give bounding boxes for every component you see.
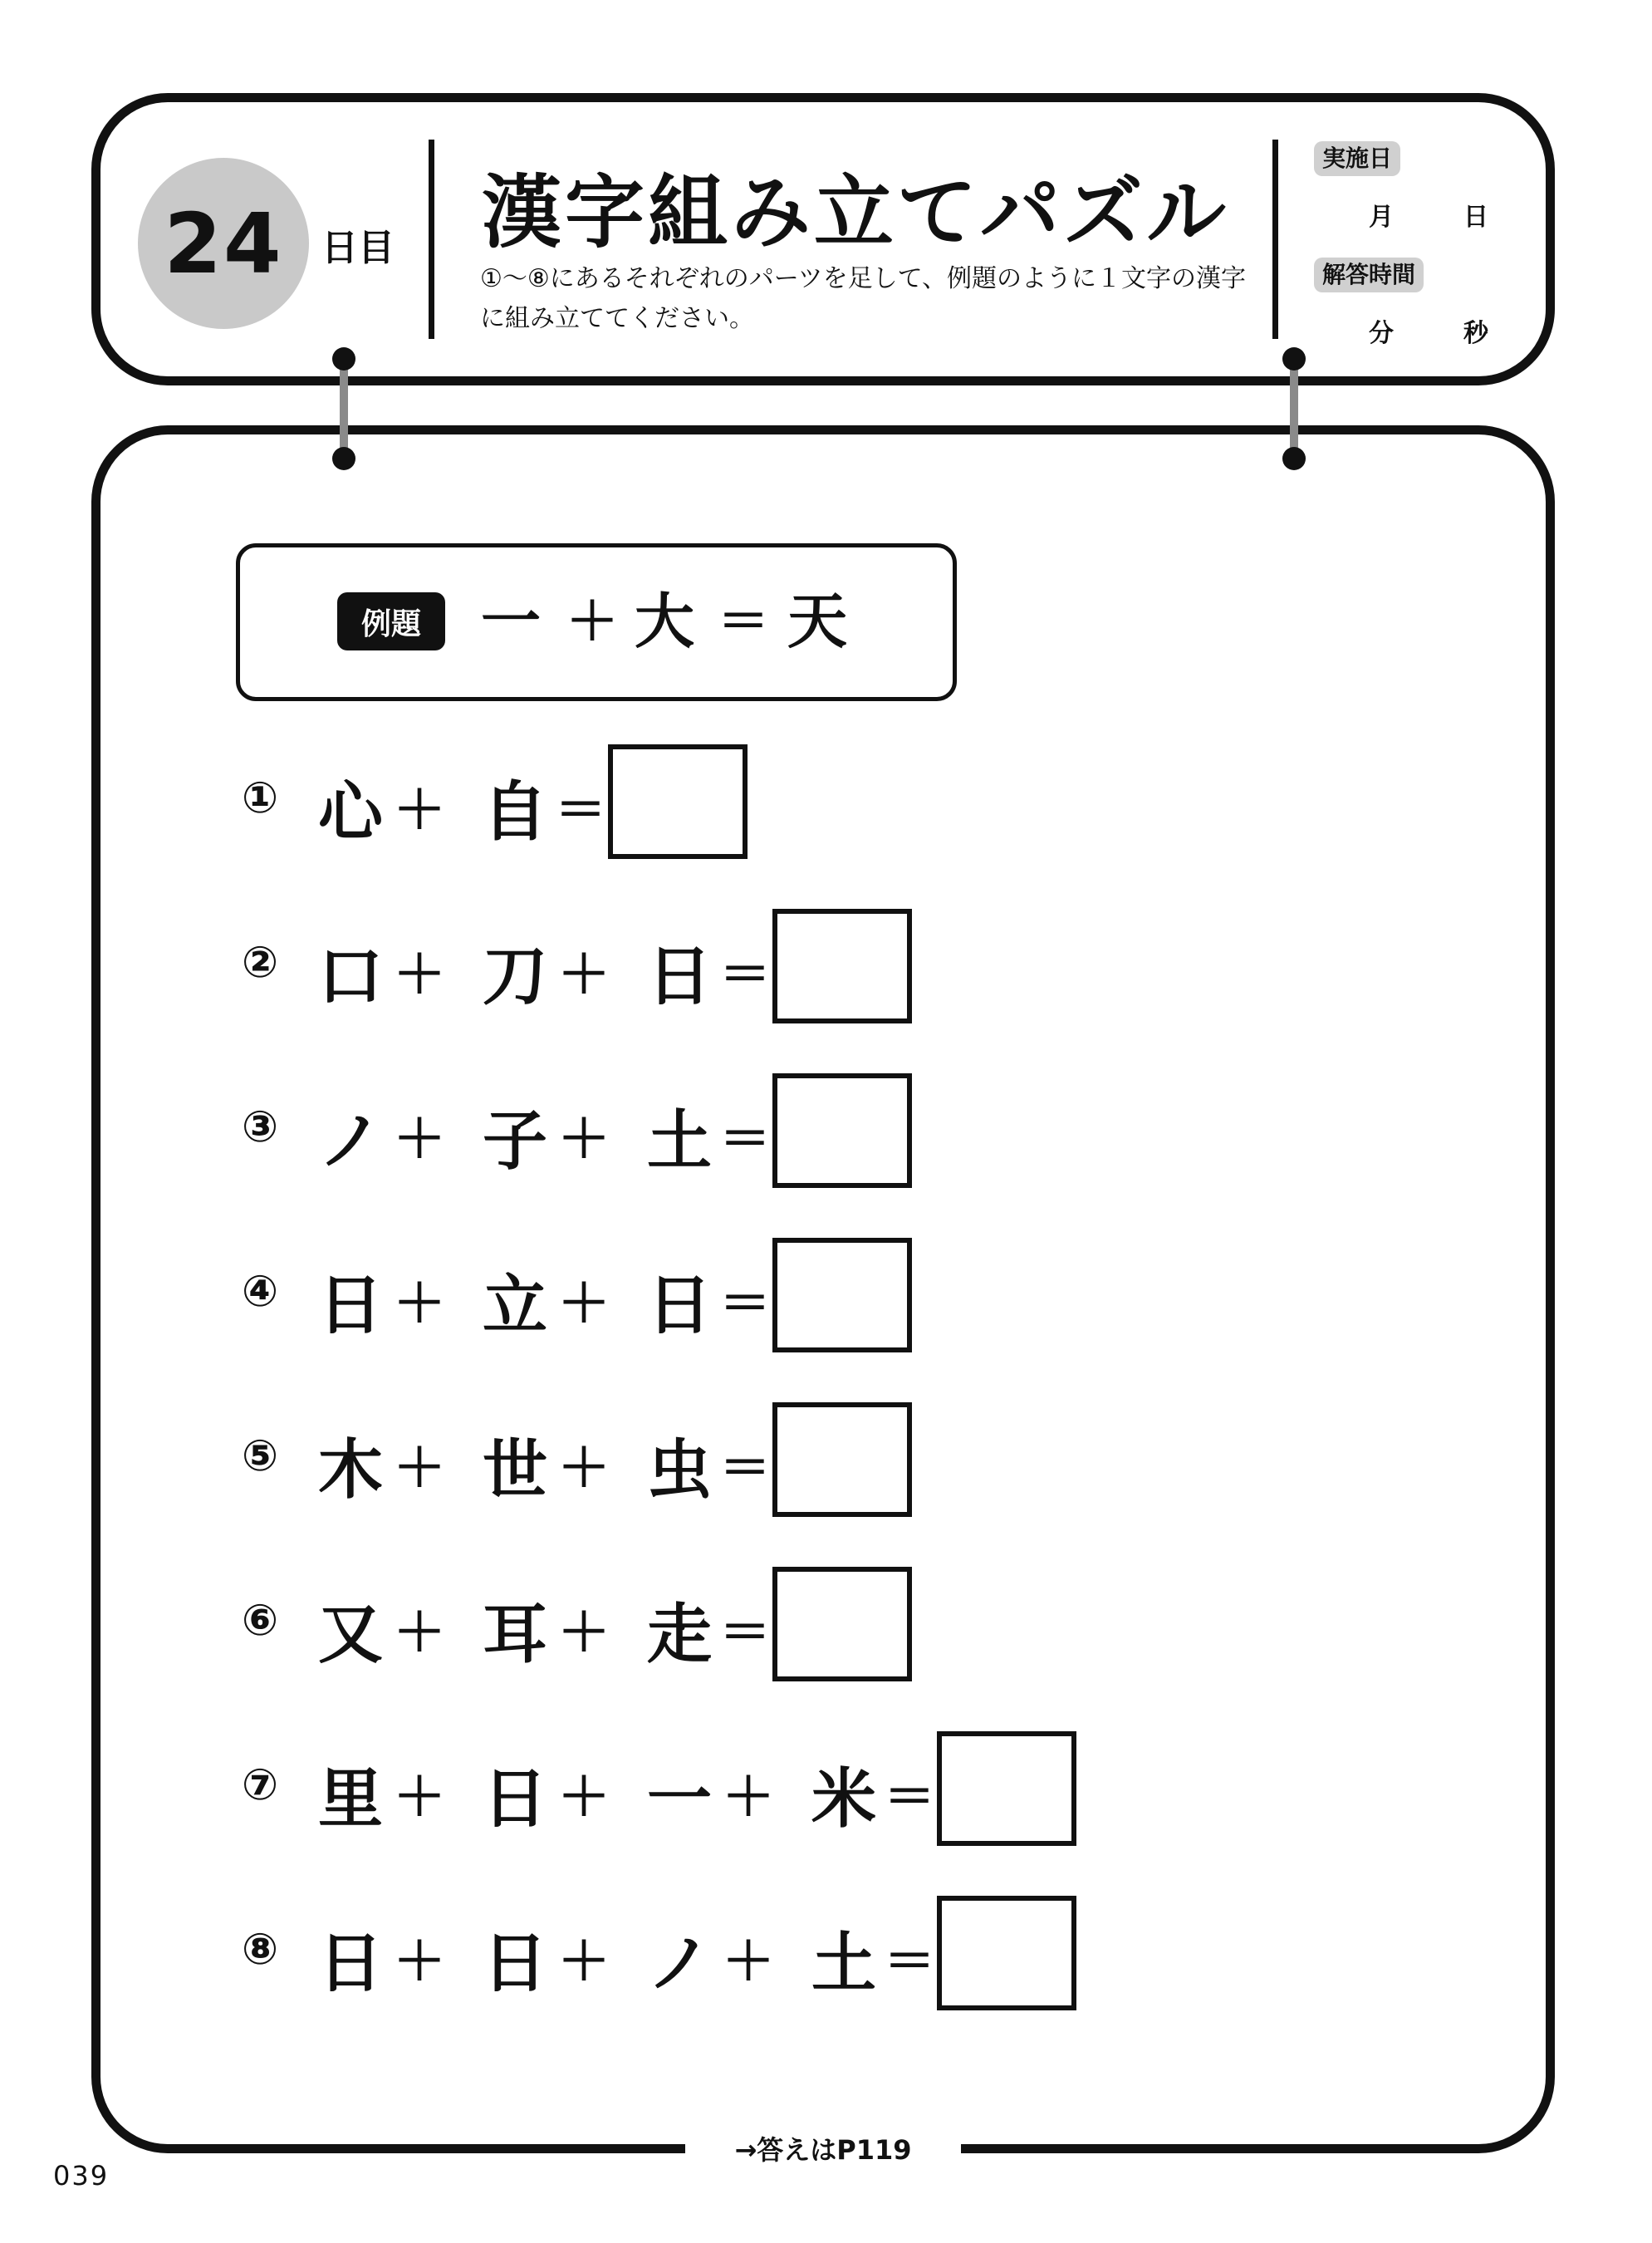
plus-sign: ＋ (558, 1108, 610, 1169)
plus-sign: ＋ (723, 1766, 775, 1827)
example-part: 大 (634, 587, 694, 656)
ring-left-bottom-dot (332, 447, 355, 470)
ring-right-top-dot (1282, 347, 1306, 371)
answer-box[interactable] (608, 744, 748, 859)
problem-part: 口 (317, 940, 383, 1014)
problem-part: 日 (482, 1926, 547, 2001)
instructions: ①〜⑧にあるそれぞれのパーツを足して、例題のように１文字の漢字に組み立ててください。 (480, 264, 1246, 333)
ring-right-bottom-dot (1282, 447, 1306, 470)
minute-unit: 分 (1369, 319, 1394, 348)
problem-number: ⑥ (241, 1596, 279, 1646)
ring-left (340, 359, 348, 459)
problem-part: 走 (646, 1598, 712, 1672)
ring-left-top-dot (332, 347, 355, 371)
example-plus: ＋ (566, 591, 619, 651)
problem-part: 刀 (482, 940, 547, 1014)
problem-part: 心 (317, 775, 383, 850)
plus-sign: ＋ (723, 1931, 775, 1991)
problem-part: 日 (646, 1269, 712, 1343)
problem-part: 一 (646, 1762, 712, 1837)
problem-number: ⑧ (241, 1925, 279, 1975)
problem-part: 自 (482, 775, 547, 850)
equals-sign: ＝ (719, 1437, 772, 1498)
plus-sign: ＋ (558, 1766, 610, 1827)
equals-sign: ＝ (884, 1931, 936, 1991)
day-unit: 日 (1463, 203, 1488, 232)
problem-part: 虫 (646, 1433, 712, 1508)
problem-number: ① (241, 773, 279, 823)
answer-box[interactable] (772, 1073, 912, 1188)
equals-sign: ＝ (555, 779, 607, 840)
problem-number: ④ (241, 1267, 279, 1317)
plus-sign: ＋ (558, 1437, 610, 1498)
problem-part: 立 (482, 1269, 547, 1343)
problem-number: ③ (241, 1102, 279, 1152)
time-label: 解答時間 (1314, 258, 1424, 292)
date-label: 実施日 (1314, 141, 1400, 176)
day-number-badge: 24 (138, 158, 309, 329)
plus-sign: ＋ (558, 1931, 610, 1991)
example-answer: 天 (787, 587, 847, 656)
ring-right (1290, 359, 1298, 459)
month-unit: 月 (1369, 203, 1394, 232)
answer-box[interactable] (937, 1731, 1076, 1846)
problem-part: 子 (482, 1104, 547, 1179)
plus-sign: ＋ (394, 1273, 446, 1333)
answer-box[interactable] (772, 1567, 912, 1681)
problem-number: ② (241, 938, 279, 988)
plus-sign: ＋ (558, 1602, 610, 1662)
problem-part: 里 (317, 1762, 383, 1837)
answer-box[interactable] (772, 1238, 912, 1352)
problem-part: ノ (317, 1104, 383, 1179)
problem-part: 土 (646, 1104, 712, 1179)
equals-sign: ＝ (884, 1766, 936, 1827)
plus-sign: ＋ (394, 944, 446, 1004)
equals-sign: ＝ (719, 1108, 772, 1169)
problem-part: 米 (811, 1762, 876, 1837)
plus-sign: ＋ (394, 1108, 446, 1169)
problem-number: ⑤ (241, 1431, 279, 1481)
answer-box[interactable] (937, 1896, 1076, 2010)
header-divider-left (429, 140, 434, 339)
plus-sign: ＋ (394, 779, 446, 840)
problem-number: ⑦ (241, 1760, 279, 1810)
problem-part: 日 (482, 1762, 547, 1837)
problem-part: 日 (646, 940, 712, 1014)
equals-sign: ＝ (719, 1273, 772, 1333)
example-part: 一 (480, 587, 541, 656)
page-number: 039 (53, 2160, 110, 2191)
second-unit: 秒 (1463, 319, 1488, 348)
answer-box[interactable] (772, 909, 912, 1023)
problem-part: 又 (317, 1598, 383, 1672)
problem-part: 日 (317, 1926, 383, 2001)
day-suffix: 日目 (321, 227, 395, 269)
example-badge: 例題 (337, 592, 445, 650)
plus-sign: ＋ (394, 1766, 446, 1827)
problem-part: 木 (317, 1433, 383, 1508)
answer-reference: →答えはP119 (734, 2134, 912, 2166)
page-title: 漢字組み立てパズル (482, 166, 1229, 259)
plus-sign: ＋ (394, 1437, 446, 1498)
answer-box[interactable] (772, 1402, 912, 1517)
problem-part: 世 (482, 1433, 547, 1508)
problem-part: 土 (811, 1926, 876, 2001)
problem-part: ノ (646, 1926, 712, 2001)
equals-sign: ＝ (719, 1602, 772, 1662)
equals-sign: ＝ (719, 944, 772, 1004)
plus-sign: ＋ (558, 944, 610, 1004)
problem-part: 日 (317, 1269, 383, 1343)
problem-part: 耳 (482, 1598, 547, 1672)
plus-sign: ＋ (394, 1602, 446, 1662)
example-equals: ＝ (718, 591, 770, 651)
plus-sign: ＋ (558, 1273, 610, 1333)
header-divider-right (1272, 140, 1278, 339)
plus-sign: ＋ (394, 1931, 446, 1991)
